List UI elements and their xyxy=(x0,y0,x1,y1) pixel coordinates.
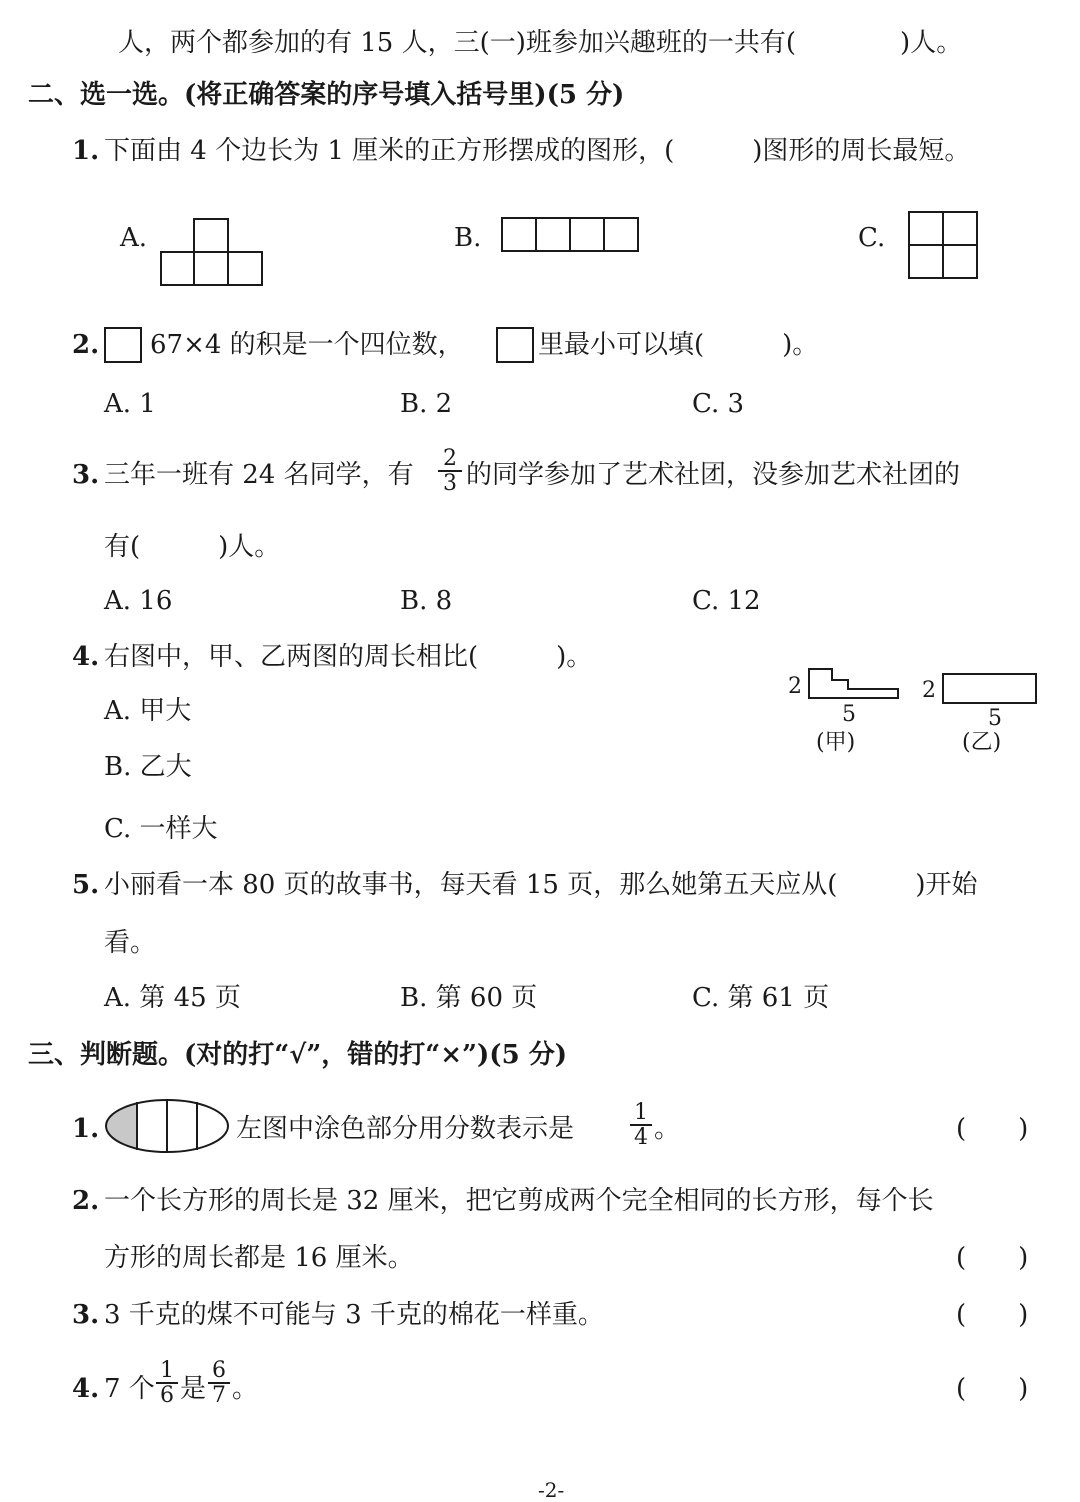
fraction-denominator: 4 xyxy=(634,1125,648,1150)
question-text: 下面由 4 个边长为 1 厘米的正方形摆成的图形，( )图形的周长最短。 xyxy=(104,136,971,166)
question-number: 4. xyxy=(72,642,100,672)
option-b: B. 8 xyxy=(400,586,453,616)
shaded-ellipse-figure xyxy=(104,1098,232,1154)
question-text: 里最小可以填( )。 xyxy=(538,330,819,360)
figure-jia-bottom-label: 5 xyxy=(842,702,856,727)
question-number: 5. xyxy=(72,870,100,900)
option-b: B. 2 xyxy=(400,389,453,419)
blank-box xyxy=(104,327,142,363)
question-text: 67×4 的积是一个四位数， xyxy=(150,330,464,360)
question-number: 1. xyxy=(72,1114,100,1144)
fraction-denominator: 7 xyxy=(212,1383,226,1408)
figure-yi-side-label: 2 xyxy=(922,678,936,703)
section-2-heading: 二、选一选。(将正确答案的序号填入括号里)(5 分) xyxy=(28,80,625,110)
question-text: 3 千克的煤不可能与 3 千克的棉花一样重。 xyxy=(104,1300,604,1330)
answer-parentheses: ( ) xyxy=(956,1374,1029,1404)
question-number: 4. xyxy=(72,1374,100,1404)
figure-jia-side-label: 2 xyxy=(788,674,802,699)
section-3-heading: 三、判断题。(对的打“√”，错的打“×”)(5 分) xyxy=(28,1040,568,1070)
figure-yi-shape xyxy=(942,673,1038,705)
option-c: C. 第 61 页 xyxy=(692,983,830,1013)
option-a: A. 1 xyxy=(104,389,156,419)
question-number: 3. xyxy=(72,1300,100,1330)
fraction-numerator: 1 xyxy=(156,1360,178,1384)
option-a: A. 第 45 页 xyxy=(104,983,241,1013)
option-label-b: B. xyxy=(454,223,482,253)
fraction-one-sixth xyxy=(156,1360,178,1407)
option-a: A. 甲大 xyxy=(104,696,192,726)
question-number: 1. xyxy=(72,136,100,166)
figure-jia-shape xyxy=(808,668,900,700)
fraction-two-thirds xyxy=(438,448,462,495)
option-c: C. 一样大 xyxy=(104,814,218,844)
option-c: C. 3 xyxy=(692,389,745,419)
continued-question-line: 人，两个都参加的有 15 人，三(一)班参加兴趣班的一共有( )人。 xyxy=(118,28,963,58)
question-text: 是 xyxy=(180,1374,207,1404)
answer-parentheses: ( ) xyxy=(956,1243,1029,1273)
question-text: 小丽看一本 80 页的故事书，每天看 15 页，那么她第五天应从( )开始 xyxy=(104,870,978,900)
question-number: 3. xyxy=(72,460,100,490)
question-text: 一个长方形的周长是 32 厘米，把它剪成两个完全相同的长方形，每个长 xyxy=(104,1186,934,1216)
question-text: 的同学参加了艺术社团，没参加艺术社团的 xyxy=(466,460,961,490)
question-text: 右图中，甲、乙两图的周长相比( )。 xyxy=(104,642,593,672)
question-text-line2: 有( )人。 xyxy=(104,532,281,562)
question-text-end: 。 xyxy=(654,1114,681,1144)
question-number: 2. xyxy=(72,1186,100,1216)
question-text: 三年一班有 24 名同学，有 xyxy=(104,460,414,490)
option-b: B. 第 60 页 xyxy=(400,983,538,1013)
question-number: 2. xyxy=(72,330,100,360)
question-text-line2: 方形的周长都是 16 厘米。 xyxy=(104,1243,414,1273)
option-label-a: A. xyxy=(120,223,148,253)
fraction-six-sevenths xyxy=(208,1360,230,1407)
option-label-c: C. xyxy=(858,223,886,253)
question-text-line2: 看。 xyxy=(104,928,157,958)
option-a: A. 16 xyxy=(104,586,173,616)
figure-b-squares xyxy=(501,217,639,253)
blank-box xyxy=(496,327,534,363)
figure-a-squares xyxy=(160,218,264,286)
figure-yi-caption: (乙) xyxy=(962,730,1002,755)
option-c: C. 12 xyxy=(692,586,761,616)
fraction-denominator: 6 xyxy=(160,1383,174,1408)
answer-parentheses: ( ) xyxy=(956,1300,1029,1330)
question-text-end: 。 xyxy=(232,1374,259,1404)
question-text: 7 个 xyxy=(104,1374,155,1404)
fraction-numerator: 6 xyxy=(208,1360,230,1384)
fraction-numerator: 2 xyxy=(438,448,462,472)
answer-parentheses: ( ) xyxy=(956,1114,1029,1144)
question-text: 左图中涂色部分用分数表示是 xyxy=(236,1114,575,1144)
figure-c-squares xyxy=(908,211,978,279)
figure-yi-bottom-label: 5 xyxy=(988,706,1002,731)
page-number: -2- xyxy=(538,1478,565,1502)
fraction-one-quarter xyxy=(630,1102,652,1149)
fraction-numerator: 1 xyxy=(630,1102,652,1126)
figure-jia-caption: (甲) xyxy=(816,730,856,755)
fraction-denominator: 3 xyxy=(443,471,457,496)
option-b: B. 乙大 xyxy=(104,752,192,782)
